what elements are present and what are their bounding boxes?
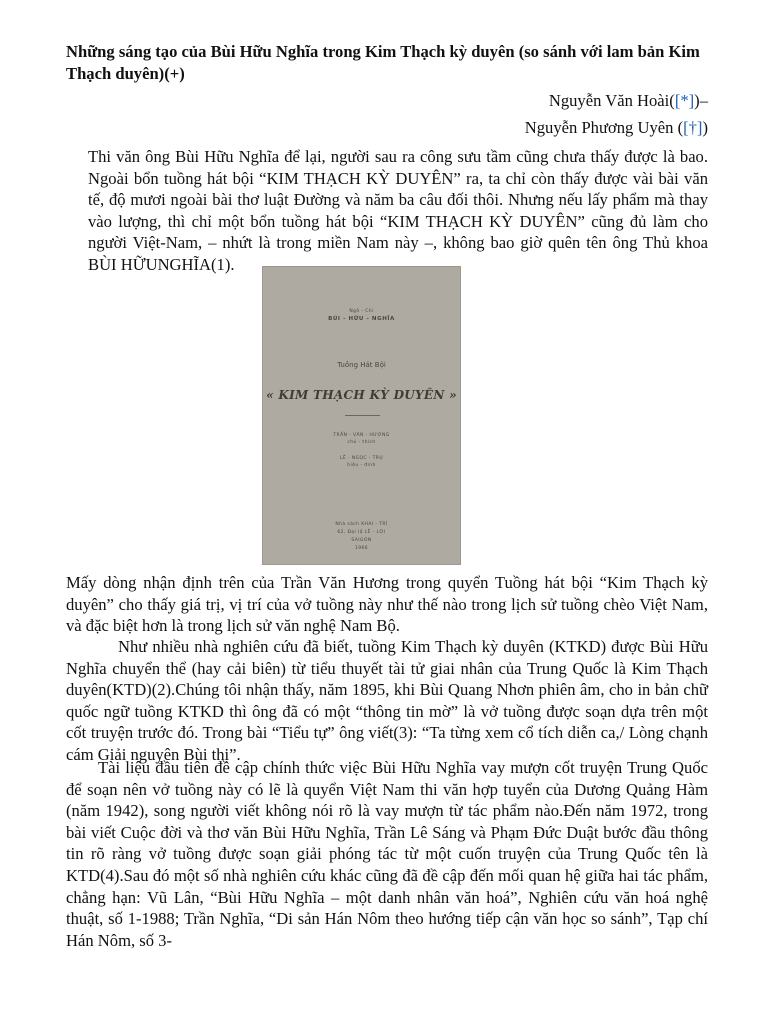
cover-year: 1966 xyxy=(354,546,369,551)
cover-title: « KIM THẠCH KỲ DUYÊN » xyxy=(266,388,457,402)
cover-annotator: TRẦN - VĂN - HƯƠNG xyxy=(333,433,390,438)
quote-paragraph: Thi văn ông Bùi Hữu Nghĩa để lại, người sau ra công sưu tầm cũng chưa thấy được là bao. Ngoài bổn tuồng hát bội “KIM THẠCH KỲ DUYÊN” ra, ta chỉ còn thấy được vài bài văn tế, độ mươi ngoài bài thơ luật Đường và năm ba câu đối thôi. Nhưng nếu lấy phẩm mà thay vào lượng, thì chỉ một bổn tuồng hát bội “KIM THẠCH KỲ DUYÊN” cũng đủ làm cho người Việt-Nam, – nhứt là trong miền Nam này –, không bao giờ quên tên ông Thủ khoa BÙI HỮUNGHĨA(1). xyxy=(88,147,708,274)
body-paragraph-3: Tài liệu đầu tiên đề cập chính thức việc Bùi Hữu Nghĩa vay mượn cốt truyện Trung Quốc để soạn nên vở tuồng này có lẽ là quyển Việt Nam thi văn hợp tuyển của Dương Quảng Hàm (năm 1942), song người viết không nói rõ là vay mượn từ tác phẩm nào.Đến năm 1972, trong bài viết Cuộc đời và thơ văn Bùi Hữu Nghĩa, Trần Lê Sáng và Phạm Đức Duật bước đầu thông tin rõ ràng vở tuồng được soạn giải phóng tác từ một cuốn truyện của Trung Quốc tên là KTD(4).Sau đó một số nhà nghiên cứu khác cũng đã đề cập đến mối quan hệ giữa hai tác phẩm, chẳng hạn: Vũ Lân, “Bùi Hữu Nghĩa – một danh nhân văn hoá”, Nghiên cứu văn hoá nghệ thuật, số 1-1988; Trần Nghĩa, “Di sản Hán Nôm theo hướng tiếp cận văn học so sánh”, Tạp chí Hán Nôm, số 3- xyxy=(66,758,708,950)
cover-divider xyxy=(345,415,380,416)
cover-editor: LÊ - NGỌC - TRỤ xyxy=(339,456,384,461)
body-paragraph-2: Như nhiều nhà nghiên cứu đã biết, tuồng Kim Thạch kỳ duyên (KTKD) được Bùi Hữu Nghĩa chuyển thể (hay cải biên) từ tiểu thuyết tài tử giai nhân của Trung Quốc là Kim Thạch duyên(KTD)(2).Chúng tôi nhận thấy, năm 1895, khi Bùi Quang Nhơn phiên âm, cho in bản chữ quốc ngữ tuồng KTKD thì ông đã có một “thông tin mờ” là vở tuồng được soạn dựa trên một cốt truyện trước đó. Trong bài “Tiểu tự” ông viết(3): “Ta từng xem cổ tích diễn ca,/ Lòng chạnh cám Giải nguyên Bùi thị”. xyxy=(66,637,708,764)
cover-genre: Tuồng Hát Bội xyxy=(337,361,386,369)
cover-city: SAIGON xyxy=(351,538,372,543)
author-2 xyxy=(525,117,708,139)
article-title: Những sáng tạo của Bùi Hữu Nghĩa trong Kim Thạch kỳ duyên (so sánh với lam bản Kim Thạch duyên)(+) xyxy=(66,42,700,83)
cover-prefix: Ngô - Chi xyxy=(349,309,374,314)
author-1-footnote-link[interactable]: [*] xyxy=(674,91,695,110)
author-1-suffix: )– xyxy=(694,91,708,110)
cover-publisher: Nhà sách KHAI - TRÍ xyxy=(335,522,388,527)
author-2-suffix: ) xyxy=(702,118,708,137)
author-1 xyxy=(549,90,708,112)
book-cover-image xyxy=(262,266,461,565)
author-1-name: Nguyễn Văn Hoài( xyxy=(548,91,675,110)
cover-author: BÙI - HỮU - NGHĨA xyxy=(328,316,395,322)
cover-annotator-role: chú - thích xyxy=(347,440,376,445)
cover-editor-role: hiệu - đính xyxy=(347,463,376,468)
body-paragraph-1: Mấy dòng nhận định trên của Trần Văn Hương trong quyển Tuồng hát bội “Kim Thạch kỳ duyên” cho thấy giá trị, vị trí của vở tuồng này như thế nào trong lịch sử tuồng chèo Việt Nam, và đặc biệt hơn là trong lịch sử văn nghệ Nam Bộ. xyxy=(66,573,708,636)
author-2-name: Nguyễn Phương Uyên ( xyxy=(524,118,684,137)
cover-address: 62, Đại lộ LÊ - LỢI xyxy=(337,530,386,535)
author-2-footnote-link[interactable]: [†] xyxy=(683,118,703,137)
